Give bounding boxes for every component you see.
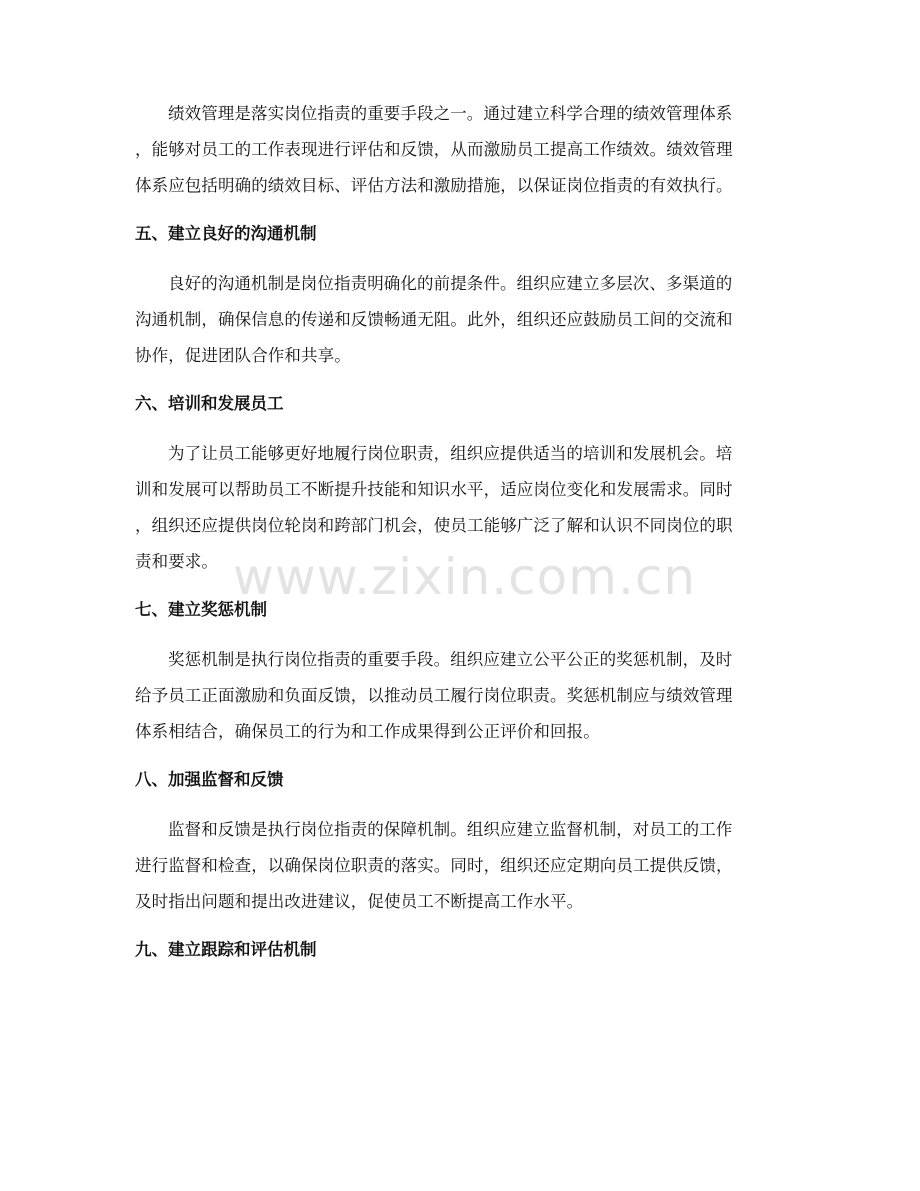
spacer	[135, 252, 785, 266]
spacer	[135, 798, 785, 812]
spacer	[135, 750, 785, 762]
intro-paragraph: 绩效管理是落实岗位指责的重要手段之一。通过建立科学合理的绩效管理体系 ，能够对员工的工作表现进行评估和反馈，从而激励员工提高工作绩效。绩效管理 体系应包括明确的绩效目标、评估方法和激励措施，以保证岗位指责的有效执行。	[135, 104, 733, 195]
spacer	[135, 580, 785, 592]
section-heading-7: 七、建立奖惩机制	[135, 600, 267, 619]
section-heading-5: 五、建立良好的沟通机制	[135, 224, 317, 243]
section-heading-9: 九、建立跟踪和评估机制	[135, 940, 317, 959]
section-heading-8: 八、加强监督和反馈	[135, 770, 284, 789]
spacer	[135, 204, 785, 216]
section-paragraph-7: 奖惩机制是执行岗位指责的重要手段。组织应建立公平公正的奖惩机制，及时 给予员工正面激励和负面反馈，以推动员工履行岗位职责。奖惩机制应与绩效管理 体系相结合，确保员工的行为和工作成果得到公正评价和回报。	[135, 650, 733, 741]
section-paragraph-6: 为了让员工能够更好地履行岗位职责，组织应提供适当的培训和发展机会。培 训和发展可以帮助员工不断提升技能和知识水平，适应岗位变化和发展需求。同时 ，组织还应提供岗位轮岗和跨部门机会，使员工能够广泛了解和认识不同岗位的职 责和要求。	[135, 444, 733, 571]
section-paragraph-5: 良好的沟通机制是岗位指责明确化的前提条件。组织应建立多层次、多渠道的 沟通机制，确保信息的传递和反馈畅通无阻。此外，组织还应鼓励员工间的交流和 协作，促进团队合作和共享。	[135, 274, 733, 365]
spacer	[135, 628, 785, 642]
spacer	[135, 920, 785, 932]
spacer	[135, 422, 785, 436]
document-body	[135, 96, 785, 968]
spacer	[135, 374, 785, 386]
section-heading-6: 六、培训和发展员工	[135, 394, 284, 413]
section-paragraph-8: 监督和反馈是执行岗位指责的保障机制。组织应建立监督机制，对员工的工作 进行监督和检查，以确保岗位职责的落实。同时，组织还应定期向员工提供反馈， 及时指出问题和提出改进建议，促使员工不断提高工作水平。	[135, 820, 733, 911]
watermark: www.zixin.com.cn	[233, 548, 697, 606]
